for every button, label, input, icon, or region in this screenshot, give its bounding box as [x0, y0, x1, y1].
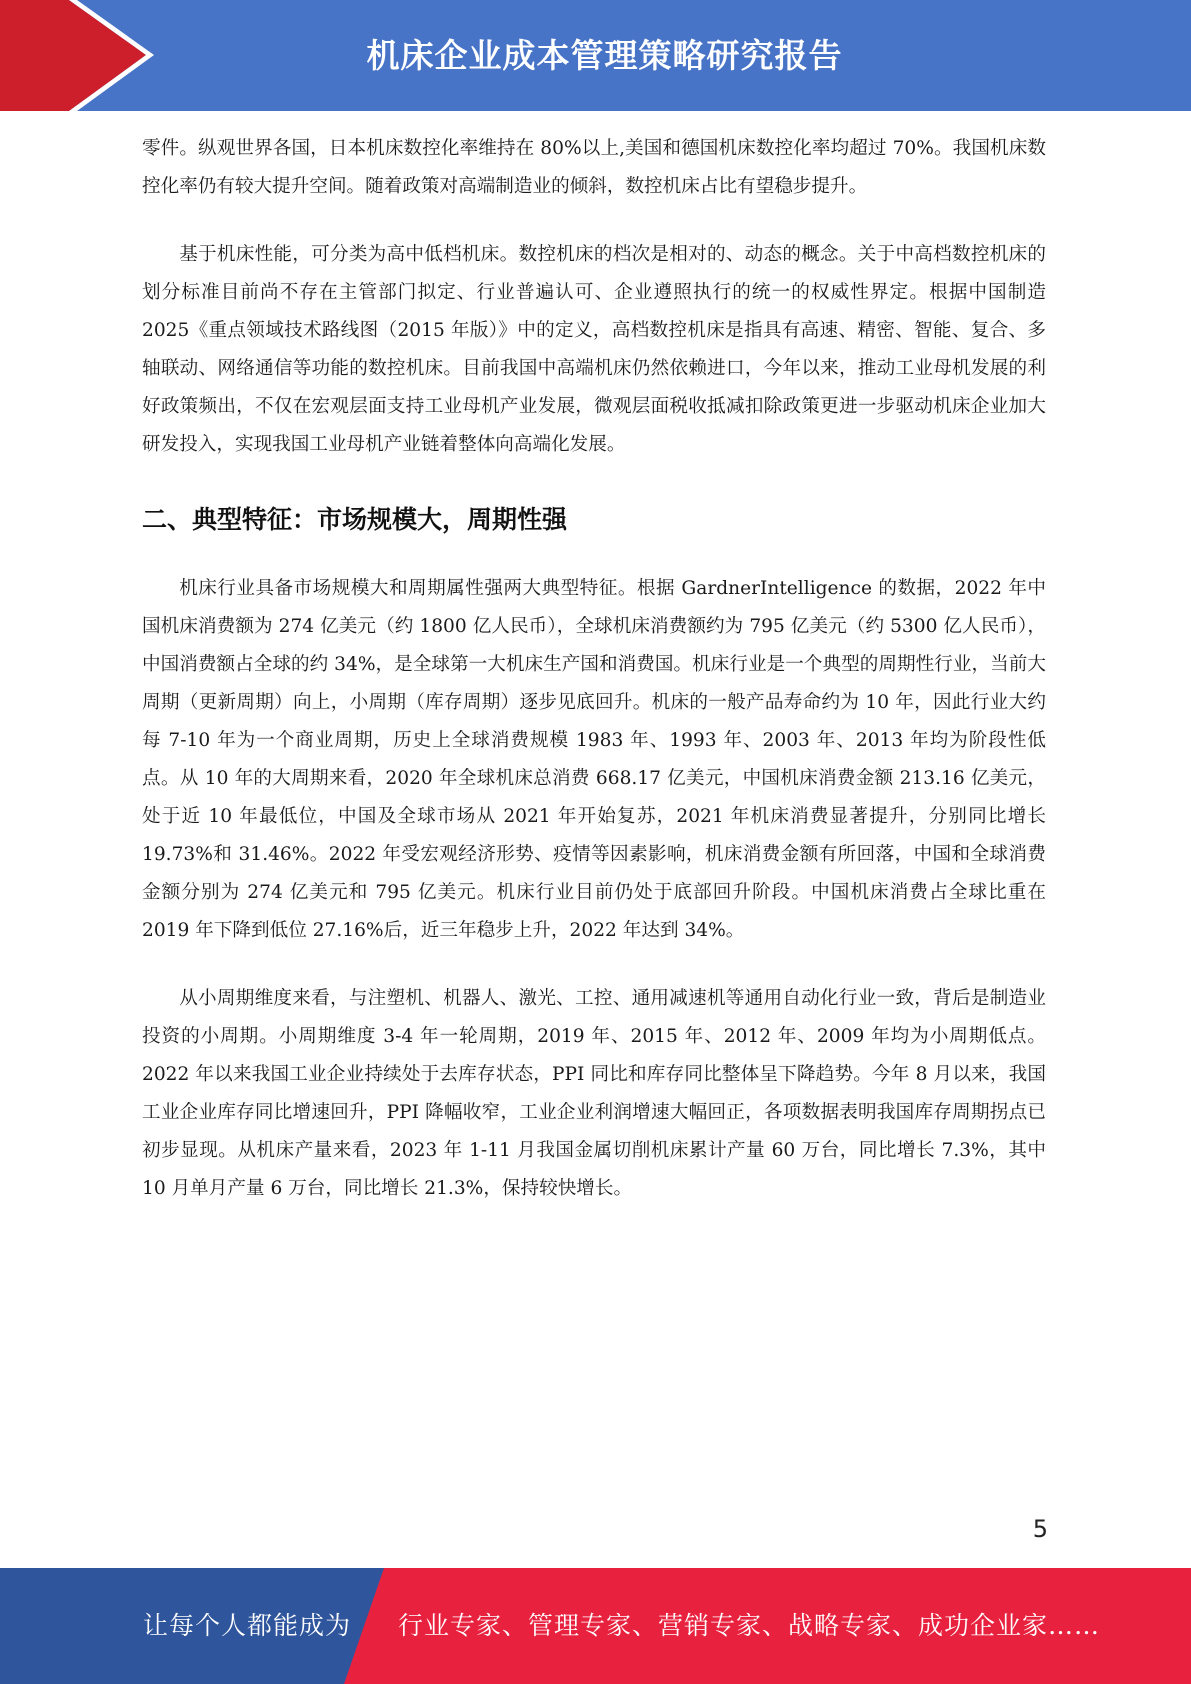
paragraph-1: 零件。纵观世界各国，日本机床数控化率维持在 80%以上,美国和德国机床数控化率均超过 70%。我国机床数控化率仍有较大提升空间。随着政策对高端制造业的倾斜，数控机床占比有望稳步提升。	[142, 138, 1046, 197]
paragraph-2: 基于机床性能，可分类为高中低档机床。数控机床的档次是相对的、动态的概念。关于中高档数控机床的划分标准目前尚不存在主管部门拟定、行业普遍认可、企业遵照执行的统一的权威性界定。根据中国制造 2025《重点领域技术路线图（2015 年版）》中的定义，高档数控机床是指具有高速、精密、智能、复合、多轴联动、网络通信等功能的数控机床。目前我国中高端机床仍然依赖进口，今年以来，推动工业母机发展的利好政策频出，不仅在宏观层面支持工业母机产业发展，微观层面税收抵减扣除政策更进一步驱动机床企业加大研发投入，实现我国工业母机产业链着整体向高端化发展。	[142, 244, 1046, 455]
page-header	[0, 0, 1191, 111]
page-content	[142, 130, 1046, 1208]
page-number: 5	[1032, 1515, 1048, 1543]
page-footer	[0, 1568, 1191, 1684]
section-heading: 二、典型特征：市场规模大，周期性强	[142, 505, 568, 534]
paragraph-3: 机床行业具备市场规模大和周期属性强两大典型特征。根据 GardnerIntelligence 的数据，2022 年中国机床消费额为 274 亿美元（约 1800 亿人民币），全球机床消费额约为 795 亿美元（约 5300 亿人民币），中国消费额占全球的约 34%，是全球第一大机床生产国和消费国。机床行业是一个典型的周期性行业，当前大周期（更新周期）向上，小周期（库存周期）逐步见底回升。机床的一般产品寿命约为 10 年，因此行业大约每 7-10 年为一个商业周期，历史上全球消费规模 1983 年、1993 年、2003 年、2013 年均为阶段性低点。从 10 年的大周期来看，2020 年全球机床总消费 668.17 亿美元，中国机床消费金额 213.16 亿美元，处于近 10 年最低位，中国及全球市场从 2021 年开始复苏，2021 年机床消费显著提升，分别同比增长 19.73%和 31.46%。2022 年受宏观经济形势、疫情等因素影响，机床消费金额有所回落，中国和全球消费金额分别为 274 亿美元和 795 亿美元。机床行业目前仍处于底部回升阶段。中国机床消费占全球比重在 2019 年下降到低位 27.16%后，近三年稳步上升，2022 年达到 34%。	[142, 578, 1046, 941]
footer-slogan-right: 行业专家、管理专家、营销专家、战略专家、成功企业家……	[398, 1611, 1101, 1640]
report-title: 机床企业成本管理策略研究报告	[366, 36, 843, 75]
footer-slogan-left: 让每个人都能成为	[143, 1611, 352, 1640]
paragraph-4: 从小周期维度来看，与注塑机、机器人、激光、工控、通用减速机等通用自动化行业一致，背后是制造业投资的小周期。小周期维度 3-4 年一轮周期，2019 年、2015 年、2012 年、2009 年均为小周期低点。2022 年以来我国工业企业持续处于去库存状态，PPI 同比和库存同比整体呈下降趋势。今年 8 月以来，我国工业企业库存同比增速回升，PPI 降幅收窄，工业企业利润增速大幅回正，各项数据表明我国库存周期拐点已初步显现。从机床产量来看，2023 年 1-11 月我国金属切削机床累计产量 60 万台，同比增长 7.3%，其中 10 月单月产量 6 万台，同比增长 21.3%，保持较快增长。	[142, 988, 1046, 1199]
